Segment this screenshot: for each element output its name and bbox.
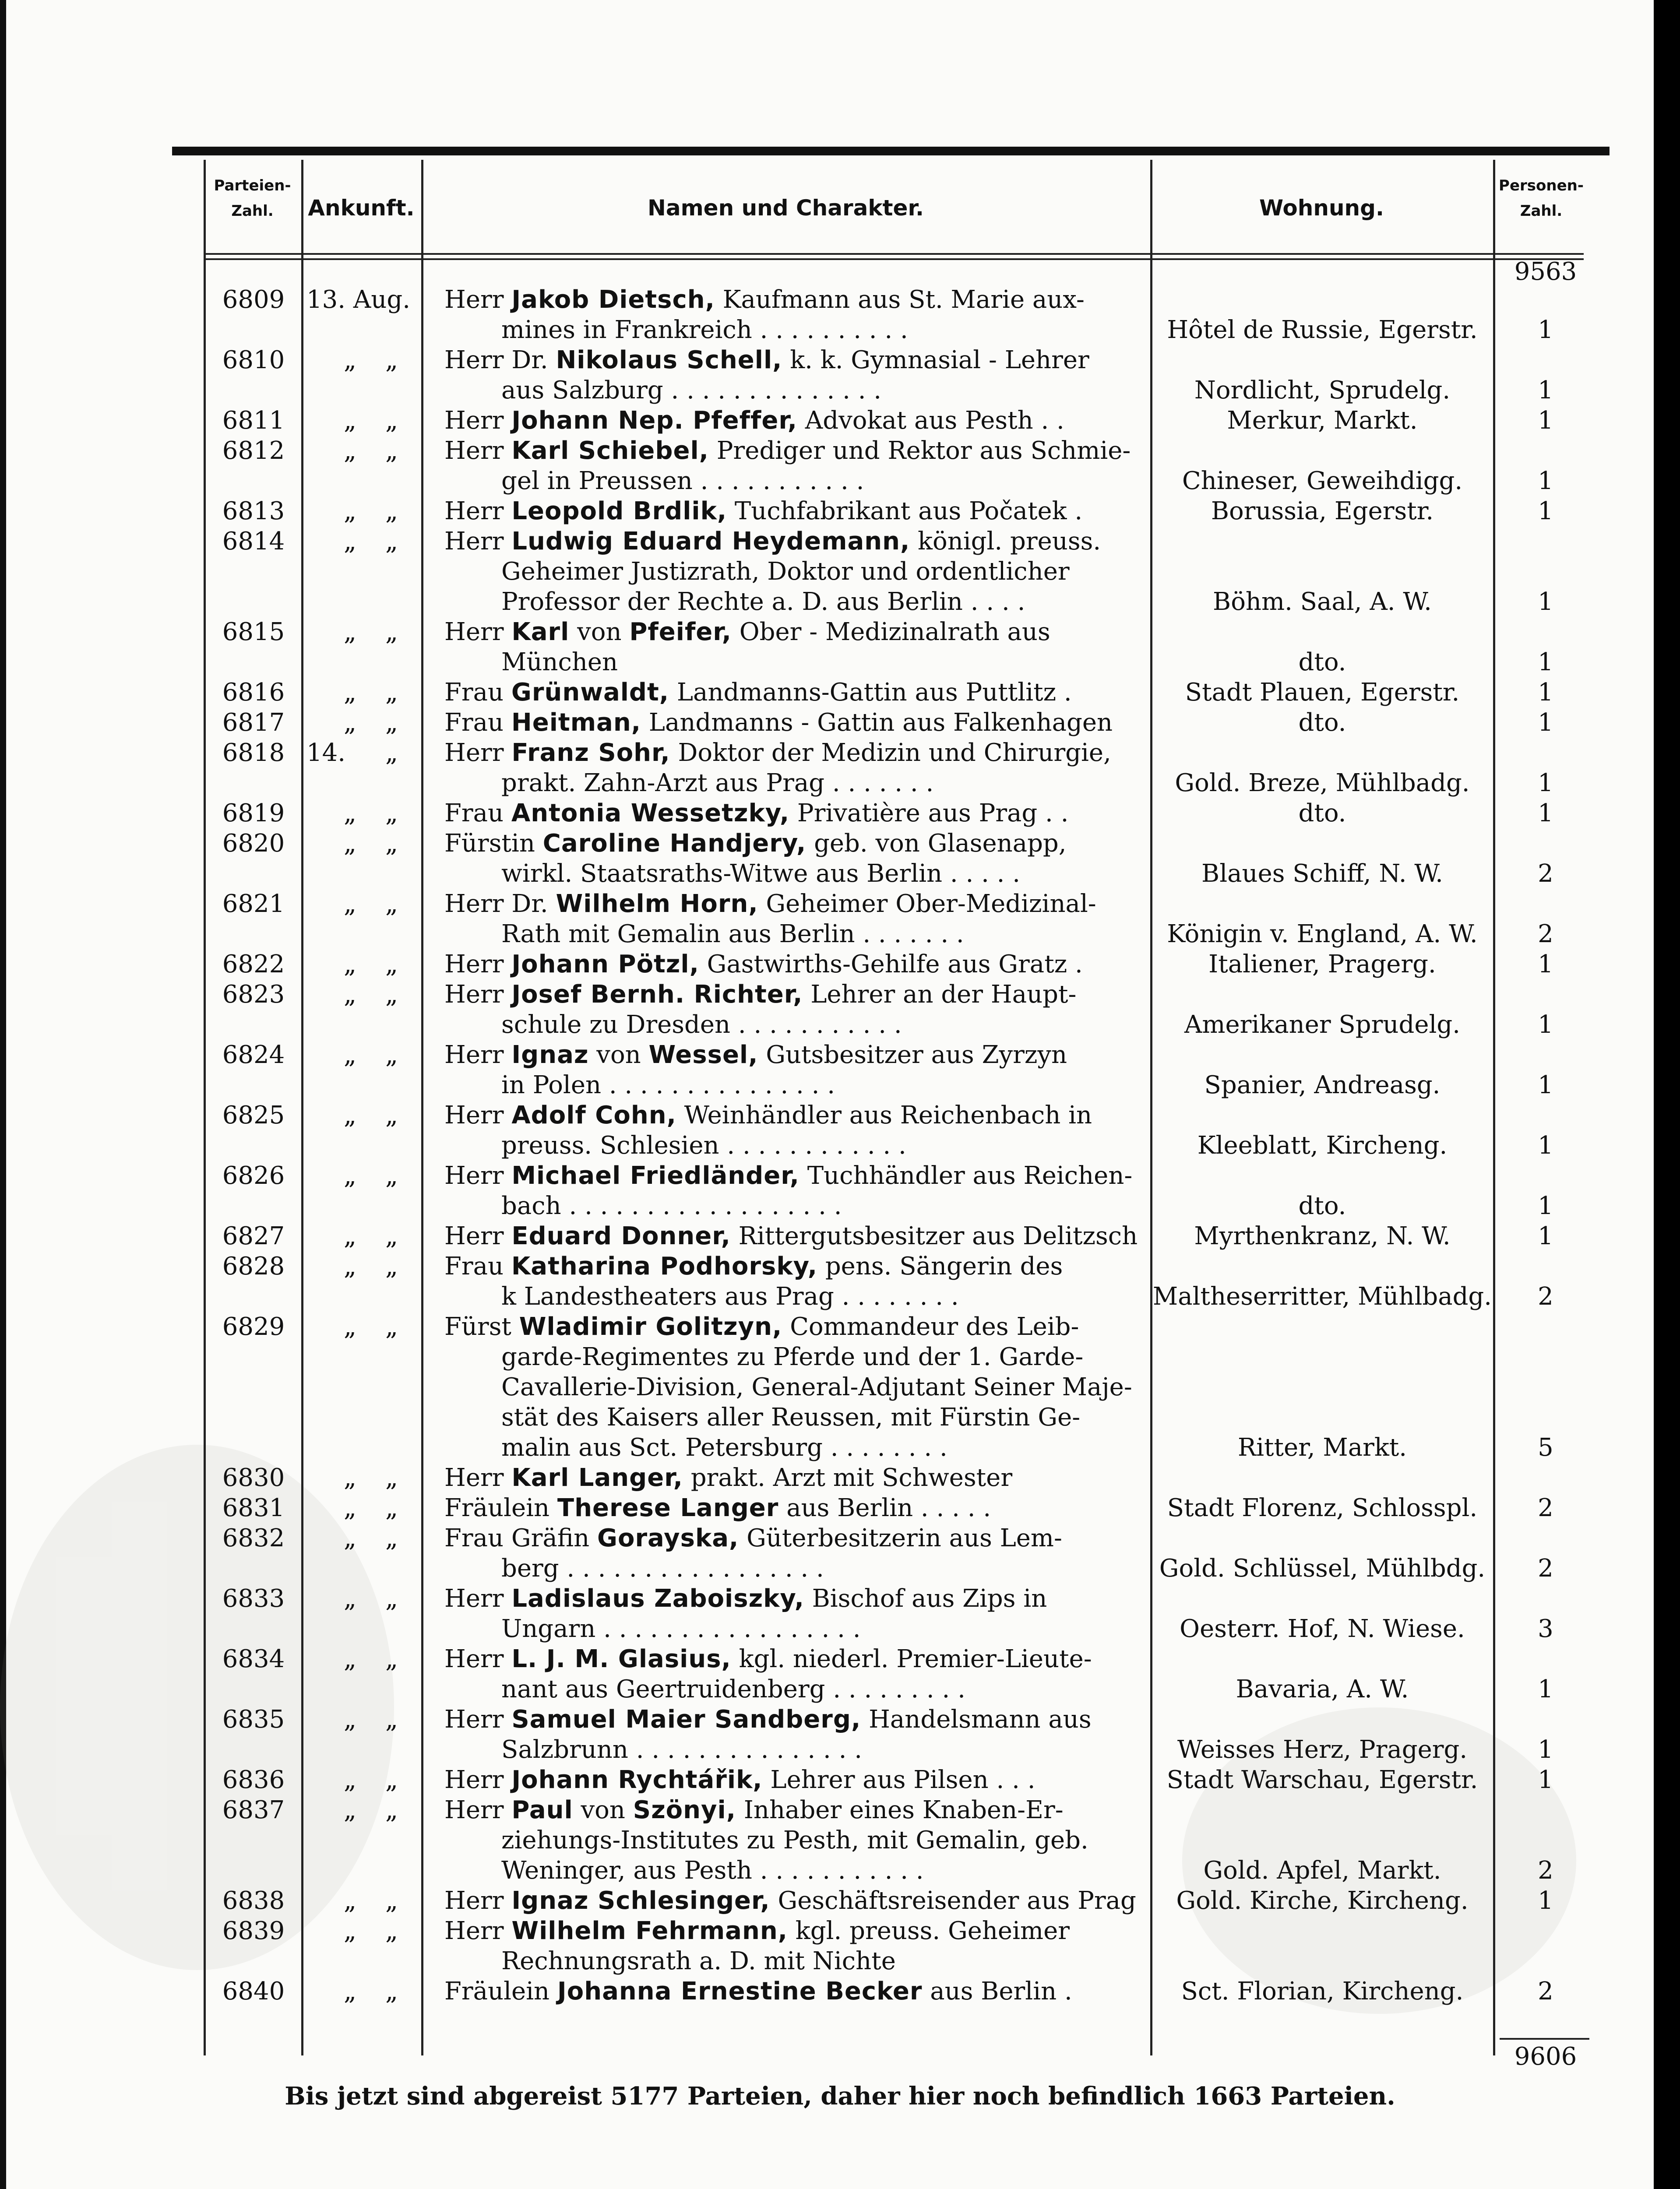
- guest-name: Grünwaldt,: [511, 678, 669, 707]
- residence: Gold. Schlüssel, Mühlbdg.: [1159, 1554, 1486, 1583]
- ditto-mark: „: [344, 678, 357, 707]
- residence: Merkur, Markt.: [1227, 406, 1418, 435]
- scan-edge-right: [1654, 0, 1680, 2189]
- final-total: 9606: [1514, 2042, 1577, 2071]
- table-top-rule: [172, 147, 1610, 155]
- guest-name-and-title: [438, 1251, 1141, 1312]
- ditto-mark: „: [385, 1645, 398, 1673]
- column-rule: [1493, 160, 1495, 2055]
- person-count: 1: [1538, 1222, 1553, 1250]
- name-line: Frau Gräfin Gorayska, Güterbesitzerin aus Lem-: [444, 1524, 1062, 1552]
- ditto-mark: „: [344, 1645, 357, 1673]
- header-residence: Wohnung.: [1259, 195, 1384, 221]
- guest-name-and-title: [438, 979, 1141, 1040]
- name-line: Herr Johann Rychtářik, Lehrer aus Pilsen . . .: [444, 1766, 1035, 1794]
- residence: Stadt Florenz, Schlosspl.: [1167, 1494, 1478, 1522]
- ditto-mark: „: [344, 980, 357, 1009]
- ditto-mark: „: [344, 1886, 357, 1915]
- guest-name-and-title: [438, 285, 1141, 345]
- paper-stain: [0, 1445, 394, 1970]
- ditto-mark: „: [344, 497, 357, 525]
- residence: Blaues Schiff, N. W.: [1201, 859, 1443, 888]
- guest-name: Wladimir Golitzyn,: [519, 1313, 782, 1341]
- ditto-mark: „: [385, 980, 398, 1009]
- guest-name-and-title: [438, 405, 1141, 436]
- name-line: wirkl. Staatsraths-Witwe aus Berlin . . . . .: [501, 859, 1021, 888]
- header-rule: [204, 253, 1584, 255]
- ditto-mark: „: [385, 1464, 398, 1492]
- person-count: 1: [1538, 1131, 1553, 1160]
- person-count: 1: [1538, 708, 1553, 737]
- ditto-mark: „: [385, 1917, 398, 1945]
- ditto-mark: „: [385, 950, 398, 978]
- person-count: 1: [1538, 1010, 1553, 1039]
- ditto-mark: „: [344, 1705, 357, 1734]
- ditto-mark: „: [385, 1766, 398, 1794]
- guest-name: Karl: [511, 618, 570, 646]
- name-line: nant aus Geertruidenberg . . . . . . . . .: [501, 1675, 965, 1703]
- name-line: Herr Jakob Dietsch, Kaufmann aus St. Marie aux-: [444, 285, 1085, 314]
- arrival-text: 14.: [306, 739, 346, 767]
- residence: Ritter, Markt.: [1237, 1433, 1407, 1462]
- guest-name-and-title: [438, 889, 1141, 949]
- guest-name-and-title: [438, 1886, 1141, 1916]
- guest-name-and-title: [438, 1040, 1141, 1100]
- person-count: 5: [1538, 1433, 1553, 1462]
- residence: Sct. Florian, Kircheng.: [1181, 1977, 1464, 2006]
- guest-name: Johanna Ernestine Becker: [557, 1977, 923, 2006]
- guest-name: Wilhelm Horn,: [556, 890, 758, 918]
- party-number: 6810: [222, 346, 285, 374]
- ditto-mark: „: [344, 406, 357, 435]
- ditto-mark: „: [344, 436, 357, 465]
- ditto-mark: „: [344, 1161, 357, 1190]
- person-count: 1: [1538, 1192, 1553, 1220]
- guest-name-and-title: [438, 1161, 1141, 1221]
- party-number: 6826: [222, 1161, 285, 1190]
- party-number: 6828: [222, 1252, 285, 1281]
- residence: Nordlicht, Sprudelg.: [1194, 376, 1451, 405]
- name-line: schule zu Dresden . . . . . . . . . . .: [501, 1010, 902, 1039]
- ditto-mark: „: [385, 678, 398, 707]
- ditto-mark: „: [344, 1524, 357, 1552]
- name-line: Ungarn . . . . . . . . . . . . . . . . .: [501, 1615, 861, 1643]
- guest-name: Karl Schiebel,: [511, 436, 709, 465]
- name-line: Herr Michael Friedländer, Tuchhändler aus Reichen-: [444, 1161, 1133, 1190]
- guest-name: Caroline Handjery,: [542, 829, 807, 858]
- guest-name: Franz Sohr,: [511, 739, 670, 767]
- name-line: in Polen . . . . . . . . . . . . . . .: [501, 1071, 835, 1099]
- ditto-mark: „: [344, 1252, 357, 1281]
- person-count: 2: [1538, 920, 1553, 948]
- name-line: stät des Kaisers aller Reussen, mit Fürstin Ge-: [501, 1403, 1081, 1432]
- name-line: Herr L. J. M. Glasius, kgl. niederl. Premier-Lieute-: [444, 1645, 1092, 1673]
- ditto-mark: „: [385, 346, 398, 374]
- guest-name: Paul: [511, 1796, 573, 1824]
- guest-name: Ladislaus Zaboiszky,: [511, 1584, 804, 1613]
- guest-name: Therese Langer: [557, 1494, 779, 1522]
- name-line: k Landestheaters aus Prag . . . . . . . .: [501, 1282, 959, 1311]
- guest-name: Karl Langer,: [511, 1464, 683, 1492]
- party-number: 6832: [222, 1524, 285, 1552]
- ditto-mark: „: [385, 1796, 398, 1824]
- party-number: 6825: [222, 1101, 285, 1130]
- person-count: 2: [1538, 859, 1553, 888]
- ditto-mark: „: [344, 346, 357, 374]
- party-number: 6818: [222, 739, 285, 767]
- residence: Maltheserritter, Mühlbadg.: [1152, 1282, 1492, 1311]
- ditto-mark: „: [385, 1313, 398, 1341]
- guest-name-and-title: [438, 798, 1141, 828]
- guest-name-and-title: [438, 345, 1141, 405]
- guest-name: Jakob Dietsch,: [511, 285, 715, 314]
- person-count: 1: [1538, 769, 1553, 797]
- ditto-mark: „: [344, 1101, 357, 1130]
- residence: Myrthenkranz, N. W.: [1194, 1222, 1451, 1250]
- name-line: Rechnungsrath a. D. mit Nichte: [501, 1947, 896, 1975]
- person-count: 1: [1538, 316, 1553, 344]
- guest-name: Johann Rychtářik,: [511, 1766, 763, 1794]
- guest-name-and-title: [438, 1584, 1141, 1644]
- party-number: 6816: [222, 678, 285, 707]
- guest-name-and-title: [438, 1493, 1141, 1523]
- carried-forward-total: 9563: [1514, 257, 1577, 286]
- residence: Borussia, Egerstr.: [1211, 497, 1434, 525]
- person-count: 1: [1538, 799, 1553, 827]
- ditto-mark: „: [385, 739, 398, 767]
- residence: Gold. Apfel, Markt.: [1203, 1856, 1441, 1885]
- guest-name: Eduard Donner,: [511, 1222, 731, 1250]
- arrival-text: 13. Aug.: [306, 285, 411, 314]
- column-rule: [421, 160, 423, 2055]
- guest-name-and-title: [438, 1463, 1141, 1493]
- name-line: Herr Josef Bernh. Richter, Lehrer an der Haupt-: [444, 980, 1077, 1009]
- ditto-mark: „: [344, 618, 357, 646]
- residence: dto.: [1298, 708, 1346, 737]
- guest-name-and-title: [438, 1704, 1141, 1765]
- guest-name: Pfeifer,: [629, 618, 732, 646]
- residence: dto.: [1298, 648, 1346, 676]
- guest-name: Ludwig Eduard Heydemann,: [511, 527, 910, 556]
- name-line: Herr Karl von Pfeifer, Ober - Medizinalrath aus: [444, 618, 1050, 646]
- party-number: 6836: [222, 1766, 285, 1794]
- guest-name-and-title: [438, 1976, 1141, 2006]
- person-count: 1: [1538, 950, 1553, 978]
- guest-name-and-title: [438, 436, 1141, 496]
- party-number: 6837: [222, 1796, 285, 1824]
- ditto-mark: „: [385, 1524, 398, 1552]
- guest-name: Katharina Podhorsky,: [511, 1252, 818, 1281]
- ditto-mark: „: [385, 829, 398, 858]
- ditto-mark: „: [385, 890, 398, 918]
- name-line: Herr Ignaz Schlesinger, Geschäftsreisender aus Prag: [444, 1886, 1136, 1915]
- ditto-mark: „: [344, 1917, 357, 1945]
- party-number: 6840: [222, 1977, 285, 2006]
- party-number: 6834: [222, 1645, 285, 1673]
- ditto-mark: „: [344, 1766, 357, 1794]
- residence: Spanier, Andreasg.: [1204, 1071, 1441, 1099]
- ditto-mark: „: [344, 1041, 357, 1069]
- party-number: 6823: [222, 980, 285, 1009]
- residence: dto.: [1298, 1192, 1346, 1220]
- name-line: aus Salzburg . . . . . . . . . . . . . .: [501, 376, 882, 405]
- name-line: Herr Dr. Wilhelm Horn, Geheimer Ober-Medizinal-: [444, 890, 1096, 918]
- party-number: 6814: [222, 527, 285, 556]
- guest-name: Szönyi,: [633, 1796, 736, 1824]
- residence: Stadt Warschau, Egerstr.: [1166, 1766, 1478, 1794]
- guest-name-and-title: [438, 828, 1141, 889]
- residence: Bavaria, A. W.: [1236, 1675, 1409, 1703]
- name-line: Fräulein Johanna Ernestine Becker aus Berlin .: [444, 1977, 1072, 2006]
- name-line: Frau Grünwaldt, Landmanns-Gattin aus Puttlitz .: [444, 678, 1072, 707]
- guest-name: Nikolaus Schell,: [556, 346, 782, 374]
- guest-name-and-title: [438, 1312, 1141, 1463]
- scan-edge-left: [0, 0, 6, 2189]
- residence: Italiener, Pragerg.: [1208, 950, 1436, 978]
- name-line: Herr Paul von Szönyi, Inhaber eines Knaben-Er-: [444, 1796, 1064, 1824]
- guest-name: Wilhelm Fehrmann,: [511, 1917, 788, 1945]
- guest-name: L. J. M. Glasius,: [511, 1645, 731, 1673]
- residence: Gold. Breze, Mühlbadg.: [1175, 769, 1470, 797]
- person-count: 2: [1538, 1282, 1553, 1311]
- person-count: 1: [1538, 1886, 1553, 1915]
- guest-name: Adolf Cohn,: [511, 1101, 676, 1130]
- name-line: Frau Katharina Podhorsky, pens. Sängerin des: [444, 1252, 1063, 1281]
- name-line: preuss. Schlesien . . . . . . . . . . . .: [501, 1131, 906, 1160]
- person-count: 2: [1538, 1554, 1553, 1583]
- name-line: Herr Dr. Nikolaus Schell, k. k. Gymnasial - Lehrer: [444, 346, 1089, 374]
- party-number: 6821: [222, 890, 285, 918]
- party-number: 6830: [222, 1464, 285, 1492]
- name-line: Cavallerie-Division, General-Adjutant Seiner Maje-: [501, 1373, 1132, 1401]
- party-number: 6822: [222, 950, 285, 978]
- name-line: Herr Wilhelm Fehrmann, kgl. preuss. Geheimer: [444, 1917, 1070, 1945]
- name-line: Herr Leopold Brdlik, Tuchfabrikant aus Počatek .: [444, 497, 1083, 525]
- person-count: 1: [1538, 376, 1553, 405]
- name-line: Herr Ignaz von Wessel, Gutsbesitzer aus Zyrzyn: [444, 1041, 1067, 1069]
- name-line: Herr Ladislaus Zaboiszky, Bischof aus Zips in: [444, 1584, 1047, 1613]
- person-count: 1: [1538, 497, 1553, 525]
- residence: Hôtel de Russie, Egerstr.: [1167, 316, 1478, 344]
- party-number: 6812: [222, 436, 285, 465]
- name-line: mines in Frankreich . . . . . . . . . .: [501, 316, 908, 344]
- ditto-mark: „: [385, 1252, 398, 1281]
- person-count: 1: [1538, 467, 1553, 495]
- ditto-mark: „: [385, 618, 398, 646]
- name-line: Weninger, aus Pesth . . . . . . . . . . .: [501, 1856, 924, 1885]
- party-number: 6817: [222, 708, 285, 737]
- name-line: Frau Antonia Wessetzky, Privatière aus Prag . .: [444, 799, 1069, 827]
- name-line: malin aus Sct. Petersburg . . . . . . . .: [501, 1433, 947, 1462]
- guest-name-and-title: [438, 1765, 1141, 1795]
- ditto-mark: „: [385, 1101, 398, 1130]
- person-count: 1: [1538, 648, 1553, 676]
- name-line: ziehungs-Institutes zu Pesth, mit Gemalin, geb.: [501, 1826, 1088, 1855]
- guest-name-and-title: [438, 496, 1141, 526]
- guest-name: Gorayska,: [597, 1524, 739, 1552]
- party-number: 6815: [222, 618, 285, 646]
- residence: dto.: [1298, 799, 1346, 827]
- name-line: Frau Heitman, Landmanns - Gattin aus Falkenhagen: [444, 708, 1113, 737]
- name-line: Herr Johann Pötzl, Gastwirths-Gehilfe aus Gratz .: [444, 950, 1083, 978]
- residence: Oesterr. Hof, N. Wiese.: [1180, 1615, 1465, 1643]
- name-line: berg . . . . . . . . . . . . . . . . .: [501, 1554, 824, 1583]
- header-person-count: Personen- Zahl.: [1499, 177, 1584, 220]
- guest-name: Michael Friedländer,: [511, 1161, 799, 1190]
- guest-name: Heitman,: [511, 708, 641, 737]
- ditto-mark: „: [385, 1705, 398, 1734]
- person-count: 1: [1538, 1675, 1553, 1703]
- guest-name-and-title: [438, 1221, 1141, 1251]
- name-line: Herr Johann Nep. Pfeffer, Advokat aus Pesth . .: [444, 406, 1064, 435]
- ditto-mark: „: [344, 950, 357, 978]
- ditto-mark: „: [344, 799, 357, 827]
- ditto-mark: „: [385, 708, 398, 737]
- name-line: gel in Preussen . . . . . . . . . . .: [501, 467, 864, 495]
- guest-name-and-title: [438, 949, 1141, 979]
- ditto-mark: „: [385, 1161, 398, 1190]
- ditto-mark: „: [344, 1977, 357, 2006]
- party-number: 6819: [222, 799, 285, 827]
- guest-name: Wessel,: [648, 1041, 758, 1069]
- name-line: Herr Eduard Donner, Rittergutsbesitzer aus Delitzsch: [444, 1222, 1138, 1250]
- header-rule: [204, 258, 1584, 260]
- party-number: 6820: [222, 829, 285, 858]
- guest-name-and-title: [438, 738, 1141, 798]
- guest-name-and-title: [438, 677, 1141, 707]
- guest-name-and-title: [438, 707, 1141, 738]
- ditto-mark: „: [385, 406, 398, 435]
- party-number: 6829: [222, 1313, 285, 1341]
- party-number: 6811: [222, 406, 285, 435]
- header-party-count: Parteien- Zahl.: [214, 177, 291, 220]
- ditto-mark: „: [344, 1494, 357, 1522]
- ditto-mark: „: [385, 1041, 398, 1069]
- name-line: Herr Adolf Cohn, Weinhändler aus Reichenbach in: [444, 1101, 1092, 1130]
- guest-name: Samuel Maier Sandberg,: [511, 1705, 861, 1734]
- guest-name: Josef Bernh. Richter,: [511, 980, 803, 1009]
- name-line: Herr Karl Schiebel, Prediger und Rektor aus Schmie-: [444, 436, 1131, 465]
- name-line: Herr Ludwig Eduard Heydemann, königl. preuss.: [444, 527, 1101, 556]
- residence: Weisses Herz, Pragerg.: [1177, 1735, 1468, 1764]
- party-number: 6838: [222, 1886, 285, 1915]
- name-line: Fürstin Caroline Handjery, geb. von Glasenapp,: [444, 829, 1067, 858]
- party-number: 6827: [222, 1222, 285, 1250]
- name-line: Professor der Rechte a. D. aus Berlin . . . .: [501, 588, 1025, 616]
- name-line: Fürst Wladimir Golitzyn, Commandeur des Leib-: [444, 1313, 1079, 1341]
- residence: Chineser, Geweihdigg.: [1182, 467, 1463, 495]
- residence: Amerikaner Sprudelg.: [1184, 1010, 1461, 1039]
- guest-name-and-title: [438, 526, 1141, 617]
- person-count: 1: [1538, 1766, 1553, 1794]
- guest-name-and-title: [438, 1100, 1141, 1161]
- guest-name: Ignaz Schlesinger,: [511, 1886, 770, 1915]
- name-line: München: [501, 648, 618, 676]
- ditto-mark: „: [385, 1222, 398, 1250]
- residence: Königin v. England, A. W.: [1167, 920, 1478, 948]
- column-rule: [301, 160, 303, 2055]
- ditto-mark: „: [344, 1313, 357, 1341]
- person-count: 1: [1538, 1071, 1553, 1099]
- ditto-mark: „: [344, 1222, 357, 1250]
- ditto-mark: „: [344, 829, 357, 858]
- guest-name-and-title: [438, 617, 1141, 677]
- person-count: 3: [1538, 1615, 1553, 1643]
- residence: Stadt Plauen, Egerstr.: [1185, 678, 1460, 707]
- ditto-mark: „: [385, 1977, 398, 2006]
- name-line: Herr Karl Langer, prakt. Arzt mit Schwester: [444, 1464, 1013, 1492]
- name-line: Rath mit Gemalin aus Berlin . . . . . . .: [501, 920, 964, 948]
- residence: Gold. Kirche, Kircheng.: [1176, 1886, 1469, 1915]
- name-line: Herr Samuel Maier Sandberg, Handelsmann aus: [444, 1705, 1092, 1734]
- ditto-mark: „: [385, 1584, 398, 1613]
- guest-name: Leopold Brdlik,: [511, 497, 727, 525]
- person-count: 1: [1538, 588, 1553, 616]
- ditto-mark: „: [344, 1796, 357, 1824]
- footer-summary: Bis jetzt sind abgereist 5177 Parteien, daher hier noch befindlich 1663 Parteien.: [285, 2082, 1395, 2111]
- ditto-mark: „: [385, 436, 398, 465]
- name-line: Fräulein Therese Langer aus Berlin . . . . .: [444, 1494, 991, 1522]
- name-line: bach . . . . . . . . . . . . . . . . . .: [501, 1192, 842, 1220]
- total-rule: [1500, 2038, 1589, 2040]
- ditto-mark: „: [385, 799, 398, 827]
- guest-name: Antonia Wessetzky,: [511, 799, 790, 827]
- guest-name: Ignaz: [511, 1041, 589, 1069]
- person-count: 1: [1538, 678, 1553, 707]
- party-number: 6809: [222, 285, 285, 314]
- ditto-mark: „: [344, 708, 357, 737]
- header-names: Namen und Charakter.: [647, 195, 924, 221]
- name-line: Salzbrunn . . . . . . . . . . . . . . .: [501, 1735, 863, 1764]
- person-count: 2: [1538, 1494, 1553, 1522]
- party-number: 6835: [222, 1705, 285, 1734]
- ditto-mark: „: [344, 890, 357, 918]
- ditto-mark: „: [344, 1464, 357, 1492]
- name-line: garde-Regimentes zu Pferde und der 1. Garde-: [501, 1343, 1084, 1371]
- party-number: 6831: [222, 1494, 285, 1522]
- guest-name-and-title: [438, 1644, 1141, 1704]
- ditto-mark: „: [385, 1886, 398, 1915]
- person-count: 1: [1538, 406, 1553, 435]
- name-line: prakt. Zahn-Arzt aus Prag . . . . . . .: [501, 769, 934, 797]
- guest-name: Johann Pötzl,: [511, 950, 699, 978]
- person-count: 1: [1538, 1735, 1553, 1764]
- ditto-mark: „: [385, 527, 398, 556]
- person-count: 2: [1538, 1856, 1553, 1885]
- name-line: Herr Franz Sohr, Doktor der Medizin und Chirurgie,: [444, 739, 1111, 767]
- party-number: 6813: [222, 497, 285, 525]
- party-number: 6839: [222, 1917, 285, 1945]
- party-number: 6833: [222, 1584, 285, 1613]
- residence: Böhm. Saal, A. W.: [1213, 588, 1432, 616]
- ditto-mark: „: [344, 527, 357, 556]
- guest-name-and-title: [438, 1523, 1141, 1584]
- guest-name-and-title: [438, 1916, 1141, 1976]
- guest-name-and-title: [438, 1795, 1141, 1886]
- ditto-mark: „: [385, 497, 398, 525]
- person-count: 2: [1538, 1977, 1553, 2006]
- ditto-mark: „: [344, 1584, 357, 1613]
- name-line: Geheimer Justizrath, Doktor und ordentlicher: [501, 557, 1070, 586]
- ditto-mark: „: [385, 1494, 398, 1522]
- party-number: 6824: [222, 1041, 285, 1069]
- residence: Kleeblatt, Kircheng.: [1197, 1131, 1448, 1160]
- guest-name: Johann Nep. Pfeffer,: [511, 406, 797, 435]
- header-arrival: Ankunft.: [308, 195, 415, 221]
